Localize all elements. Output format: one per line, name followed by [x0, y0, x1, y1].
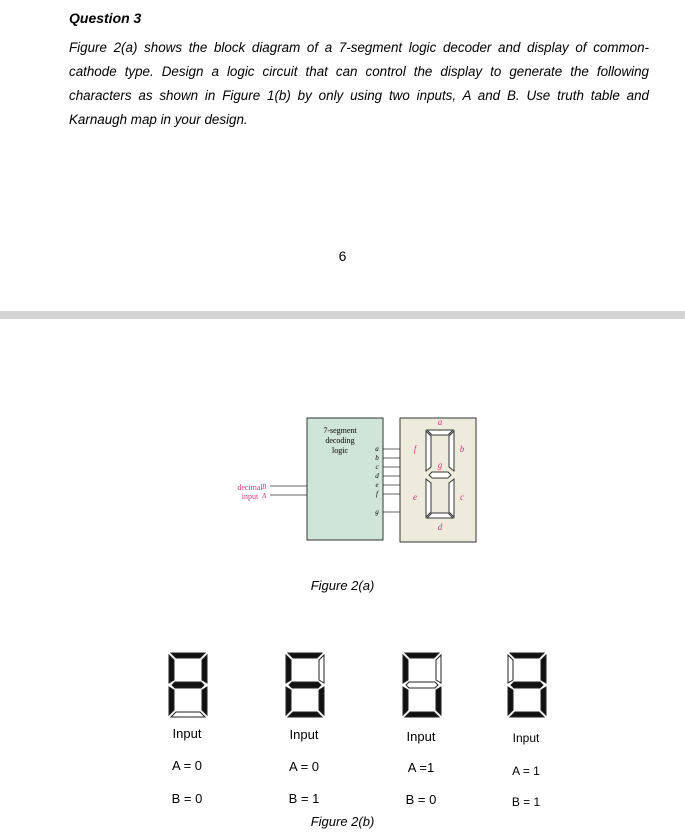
- output-label-g: g: [375, 508, 379, 516]
- char-1-segment-f: [169, 655, 174, 683]
- input-label-3: Input: [406, 729, 436, 744]
- figure-2a-caption: Figure 2(a): [310, 578, 375, 593]
- display-segment-g: [429, 472, 451, 478]
- a-value-1: A = 0: [172, 758, 202, 773]
- char-4-segment-d: [510, 712, 544, 717]
- input-label-decimal: decimal: [237, 483, 263, 492]
- segment-label-a: a: [437, 417, 443, 427]
- char-2-segment-c: [319, 687, 324, 715]
- char-4-segment-b: [541, 655, 546, 683]
- display-segment-a: [427, 430, 453, 435]
- decoder-label-line2: decoding: [325, 436, 355, 445]
- input-label-input: input: [241, 492, 259, 501]
- question-body: Figure 2(a) shows the block diagram of a 7-segment logic decoder and display of common-cathode type. Design a logic circuit that can control the display to generate the following characters as shown in Figure 1(b) by only using two inputs, A and B. Use truth table and Karnaugh map in your design.: [69, 40, 649, 127]
- char-2-segment-d: [288, 712, 322, 717]
- seven-seg-char-1: [159, 650, 215, 720]
- input-label-4: Input: [512, 731, 540, 745]
- seven-seg-char-4: [498, 650, 554, 720]
- input-A-label: A: [262, 492, 267, 500]
- char-4-segment-c: [541, 687, 546, 715]
- char-3-segment-c: [436, 687, 441, 715]
- char-2-segment-f: [286, 655, 291, 683]
- page-number: 6: [338, 248, 347, 264]
- a-value-2: A = 0: [289, 759, 319, 774]
- seven-seg-char-2: [276, 650, 332, 720]
- char-1-segment-a: [171, 653, 205, 658]
- segment-label-g: g: [437, 460, 443, 470]
- a-value-4: A = 1: [512, 764, 540, 778]
- figure-2b-caption: Figure 2(b): [310, 814, 375, 829]
- question-title: Question 3: [69, 10, 142, 26]
- character-column-1: [137, 650, 237, 806]
- character-column-3: [371, 650, 471, 807]
- char-4-segment-a: [510, 653, 544, 658]
- figure-2a-diagram: [210, 412, 480, 547]
- char-3-segment-g: [406, 682, 438, 688]
- character-column-2: [254, 650, 354, 806]
- seven-seg-char-3: [393, 650, 449, 720]
- segment-label-c: c: [460, 492, 464, 502]
- display-segment-f: [426, 431, 431, 471]
- char-3-segment-a: [405, 653, 439, 658]
- char-2-segment-b: [319, 655, 324, 683]
- b-value-2: B = 1: [288, 791, 320, 806]
- output-label-c: c: [375, 463, 379, 471]
- char-3-segment-b: [436, 655, 441, 683]
- decoder-label-line1: 7-segment: [323, 426, 357, 435]
- char-3-segment-f: [403, 655, 408, 683]
- char-1-segment-e: [169, 687, 174, 715]
- char-1-segment-d: [171, 712, 205, 717]
- output-label-d: d: [375, 472, 379, 480]
- char-3-segment-d: [405, 712, 439, 717]
- char-1-segment-c: [202, 687, 207, 715]
- display-segment-d: [427, 513, 453, 518]
- b-value-1: B = 0: [171, 791, 203, 806]
- decoder-label-line3: logic: [332, 446, 348, 455]
- b-value-3: B = 0: [405, 792, 437, 807]
- input-label-2: Input: [289, 727, 319, 742]
- a-value-3: A =1: [407, 760, 435, 775]
- segment-label-b: b: [459, 444, 465, 454]
- display-segment-c: [449, 479, 454, 517]
- display-segment-e: [426, 479, 431, 517]
- page-separator: [0, 311, 685, 319]
- char-2-segment-a: [288, 653, 322, 658]
- char-4-segment-g: [511, 682, 543, 688]
- b-value-4: B = 1: [511, 795, 541, 809]
- output-label-e: e: [375, 481, 379, 489]
- output-label-a: a: [375, 445, 379, 453]
- char-3-segment-e: [403, 687, 408, 715]
- char-4-segment-e: [508, 687, 513, 715]
- char-4-segment-f: [508, 655, 513, 683]
- segment-label-e: e: [413, 492, 417, 502]
- input-B-label: B: [262, 483, 267, 491]
- char-1-segment-b: [202, 655, 207, 683]
- display-segment-b: [449, 431, 454, 471]
- char-2-segment-g: [289, 682, 321, 688]
- output-label-b: b: [375, 454, 379, 462]
- char-1-segment-g: [172, 682, 204, 688]
- input-label-1: Input: [172, 726, 202, 741]
- segment-label-d: d: [437, 522, 443, 532]
- segment-label-f: f: [413, 444, 417, 454]
- char-2-segment-e: [286, 687, 291, 715]
- character-column-4: [476, 650, 576, 809]
- output-label-f: f: [376, 490, 378, 498]
